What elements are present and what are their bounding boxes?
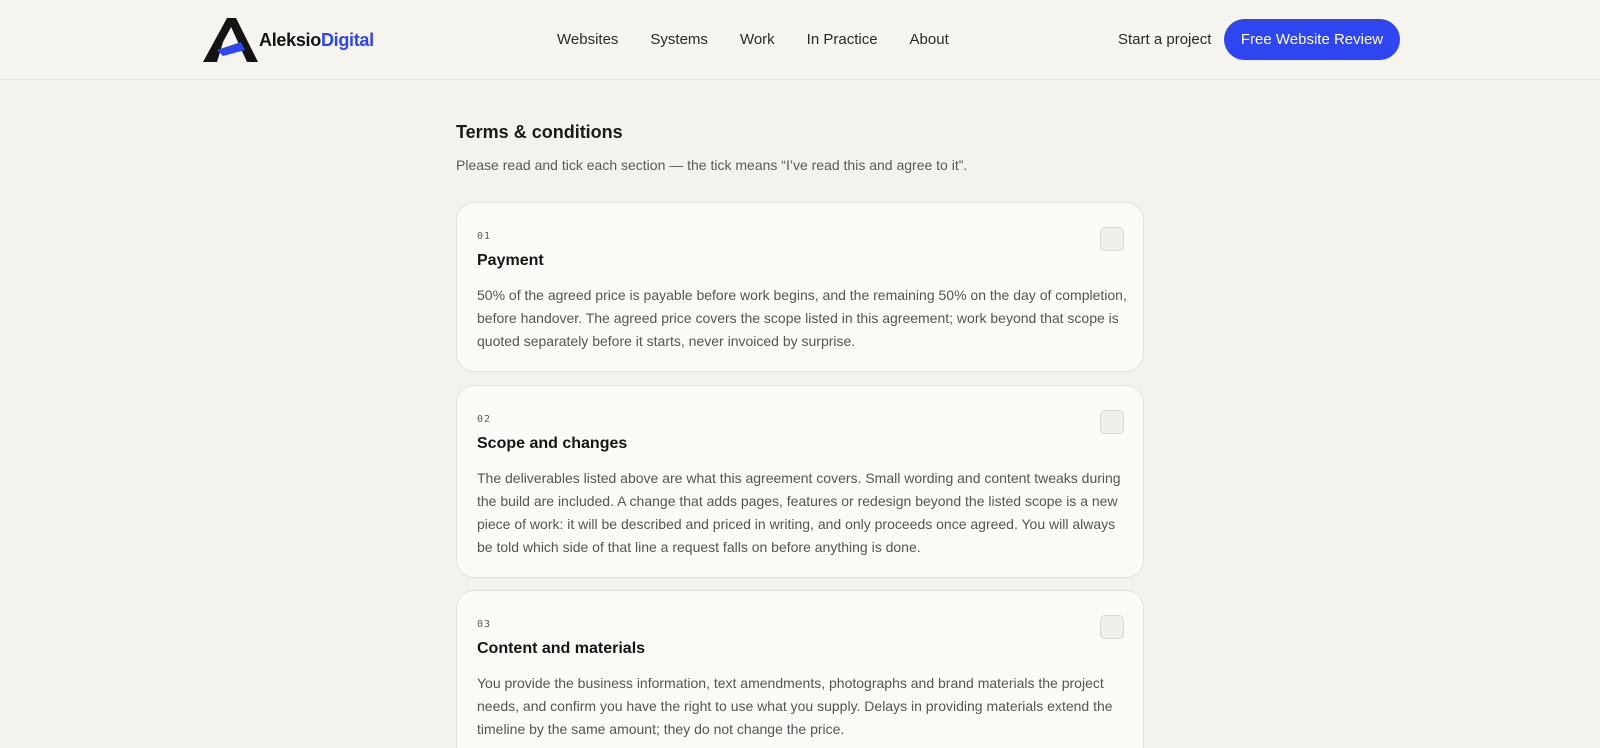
- nav-item-about[interactable]: About: [909, 31, 949, 48]
- logo[interactable]: [203, 16, 374, 64]
- terms-subtitle: Please read and tick each section — the tick means “I’ve read this and agree to it”.: [456, 157, 968, 173]
- nav-item-in-practice[interactable]: In Practice: [806, 31, 878, 48]
- terms-card-scope: [456, 385, 1144, 578]
- logo-mark-icon: [203, 16, 259, 64]
- agree-checkbox[interactable]: [1100, 615, 1124, 639]
- section-title: Content and materials: [477, 640, 646, 657]
- start-project-link[interactable]: Start a project: [1118, 31, 1212, 48]
- section-number: 03: [477, 619, 492, 630]
- section-title: Scope and changes: [477, 435, 628, 452]
- site-header: [0, 0, 1600, 80]
- logo-word-1: Aleksio: [259, 29, 321, 50]
- section-body: The deliverables listed above are what this agreement covers. Small wording and content tweaks during the build are included. A change that adds pages, features or redesign beyond the listed scope is a new piece of work: it will be described and priced in writing, and only proceeds once agreed. You will always be told which side of that line a request falls on before anything is done.: [477, 470, 1121, 555]
- section-body: 50% of the agreed price is payable before work begins, and the remaining 50% on the day of completion, before handover. The agreed price covers the scope listed in this agreement; work beyond that scope is quoted separately before it starts, never invoiced by surprise.: [477, 287, 1127, 349]
- logo-wordmark: [259, 30, 374, 51]
- terms-card-content: [456, 590, 1144, 748]
- section-title: Payment: [477, 252, 544, 269]
- section-number: 01: [477, 231, 492, 242]
- free-website-review-button[interactable]: Free Website Review: [1224, 19, 1400, 60]
- terms-title: Terms & conditions: [456, 122, 623, 142]
- agree-checkbox[interactable]: [1100, 227, 1124, 251]
- section-body: You provide the business information, text amendments, photographs and brand materials the project needs, and confirm you have the right to use what you supply. Delays in providing materials extend the timeline by the same amount; they do not change the price.: [477, 675, 1113, 737]
- section-number: 02: [477, 414, 492, 425]
- nav-item-websites[interactable]: Websites: [557, 31, 619, 48]
- nav-item-work[interactable]: Work: [739, 31, 775, 48]
- main-nav: [557, 30, 981, 50]
- nav-item-systems[interactable]: Systems: [650, 31, 708, 48]
- agree-checkbox[interactable]: [1100, 410, 1124, 434]
- logo-word-2: Digital: [320, 29, 374, 50]
- terms-card-payment: [456, 202, 1144, 372]
